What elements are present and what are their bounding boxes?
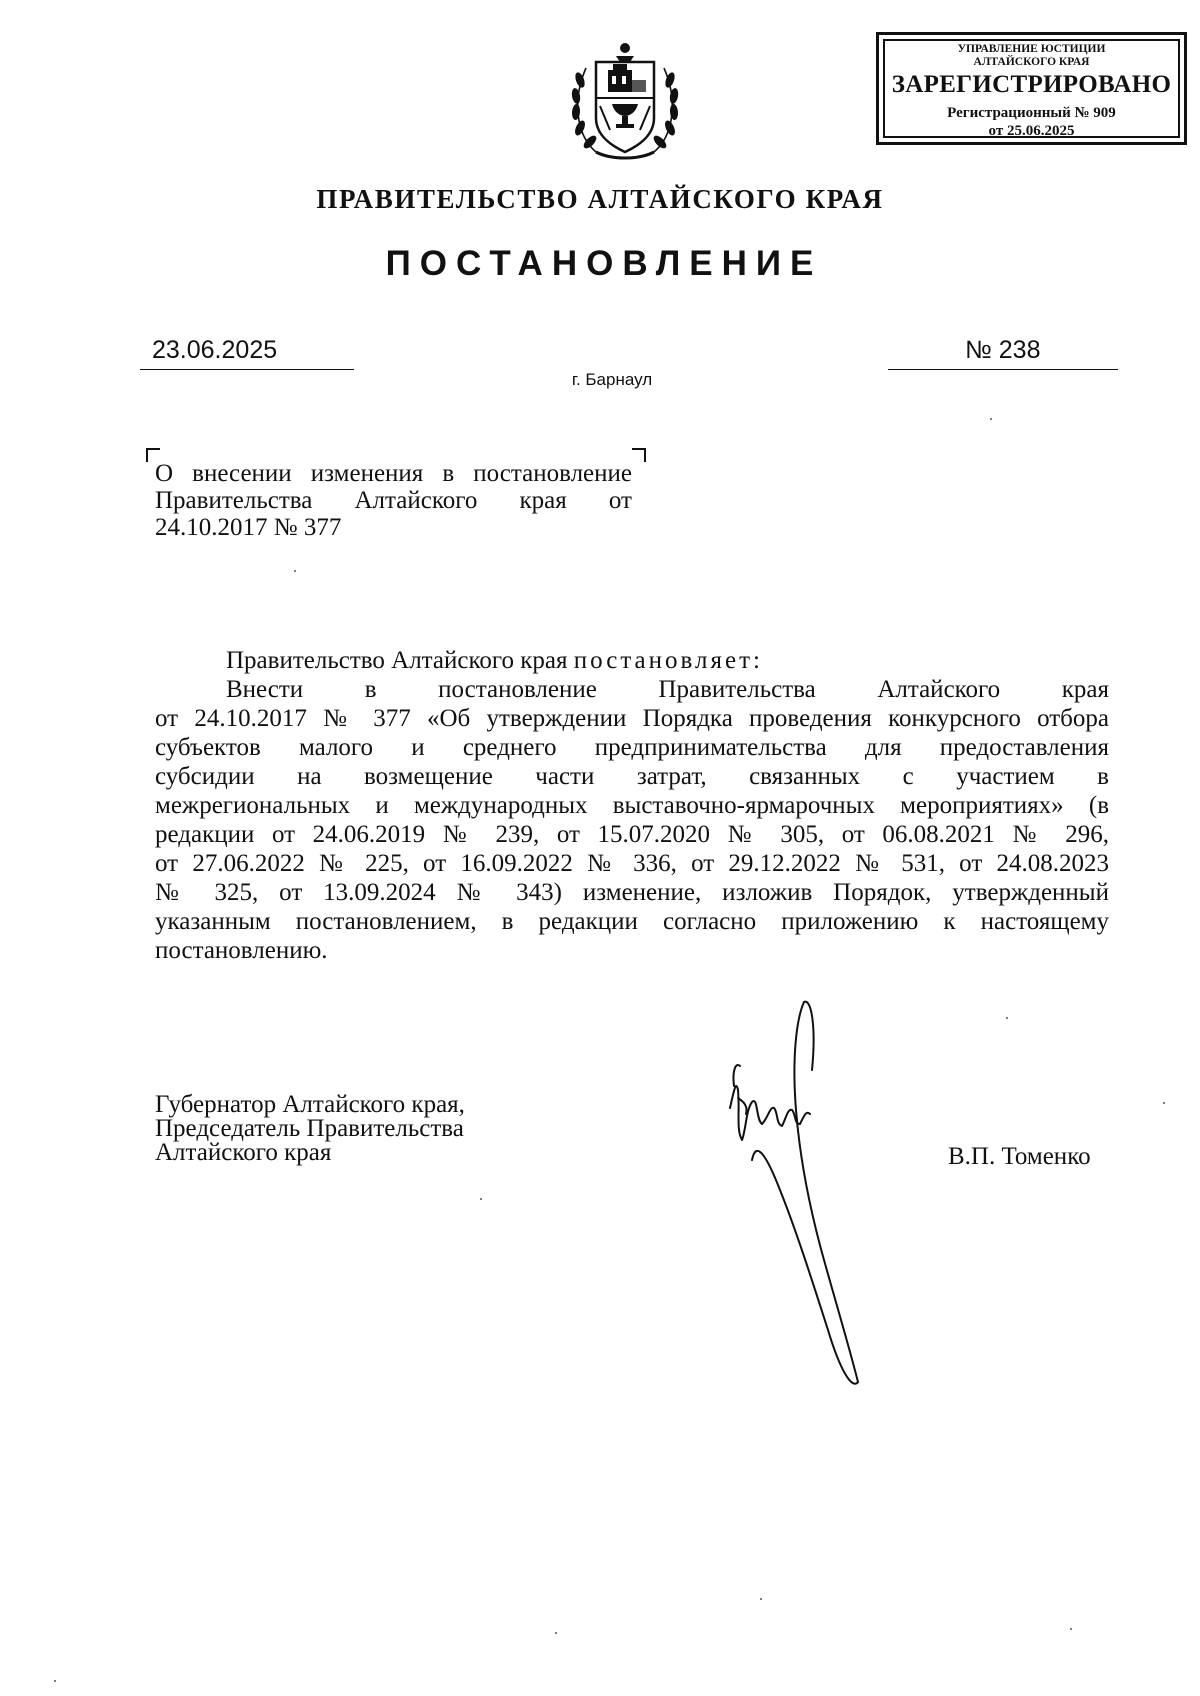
signer-title: [155, 1093, 465, 1165]
body-line: постановлению.: [155, 937, 328, 964]
scan-speck: [54, 1680, 56, 1682]
scan-speck: [990, 418, 992, 420]
body-line: указанным постановлением, в редакции согласно приложению к настоящему: [155, 908, 1109, 935]
document-subject: [155, 460, 632, 541]
signer-title-line: Алтайского края: [155, 1139, 332, 1166]
scan-speck: [760, 1598, 762, 1600]
scan-speck: [480, 1198, 482, 1200]
body-line: межрегиональных и международных выставочно-ярмарочных мероприятиях» (в: [155, 792, 1109, 819]
signer-name: В.П. Томенко: [948, 1143, 1091, 1170]
scan-speck: [1006, 1017, 1008, 1019]
subject-corner-mark-right: [632, 448, 646, 462]
document-date: 23.06.2025: [140, 336, 354, 370]
body-line: № 325, от 13.09.2024 № 343) изменение, изложив Порядок, утвержденный: [155, 879, 1109, 906]
stamp-authority-line-1: УПРАВЛЕНИЕ ЮСТИЦИИ: [957, 43, 1106, 55]
subject-line: 24.10.2017 № 377: [155, 514, 342, 541]
subject-line: О внесении изменения в постановление: [155, 460, 632, 487]
document-number: № 238: [888, 336, 1118, 370]
scan-speck: [1070, 1628, 1072, 1630]
registration-stamp: [876, 32, 1187, 145]
stamp-status: ЗАРЕГИСТРИРОВАНО: [891, 71, 1172, 98]
scan-speck: [294, 570, 296, 572]
stamp-authority-line-2: АЛТАЙСКОГО КРАЯ: [973, 56, 1090, 68]
body-line: от 27.06.2022 № 225, от 16.09.2022 № 336, от 29.12.2022 № 531, от 24.08.2023: [155, 850, 1109, 877]
body-line: субъектов малого и среднего предпринимательства для предоставления: [155, 734, 1109, 761]
coat-of-arms-icon: [566, 40, 684, 162]
intro-prefix: Правительство Алтайского края: [226, 647, 568, 674]
signer-title-line: Председатель Правительства: [155, 1115, 464, 1142]
scan-speck: [555, 1632, 557, 1634]
subject-line: Правительства Алтайского края от: [155, 487, 632, 514]
intro-verb: постановляет:: [573, 647, 763, 674]
resolution-intro: [155, 646, 1109, 675]
signature-icon: [700, 990, 910, 1410]
body-line: редакции от 24.06.2019 № 239, от 15.07.2020 № 305, от 06.08.2021 № 296,: [155, 821, 1109, 848]
document-body: [155, 646, 1109, 965]
government-title: ПРАВИТЕЛЬСТВО АЛТАЙСКОГО КРАЯ: [316, 184, 884, 214]
scan-speck: [1163, 1102, 1165, 1104]
stamp-reg-date: от 25.06.2025: [988, 123, 1075, 139]
body-line: Внести в постановление Правительства Алтайского края: [226, 676, 1109, 703]
body-line: субсидии на возмещение части затрат, связанных с участием в: [155, 763, 1109, 790]
body-line: от 24.10.2017 № 377 «Об утверждении Порядка проведения конкурсного отбора: [155, 705, 1109, 732]
stamp-reg-number: Регистрационный № 909: [947, 105, 1116, 121]
document-city: г. Барнаул: [571, 370, 653, 389]
document-kind: ПОСТАНОВЛЕНИЕ: [385, 244, 823, 283]
signer-title-line: Губернатор Алтайского края,: [155, 1091, 465, 1118]
